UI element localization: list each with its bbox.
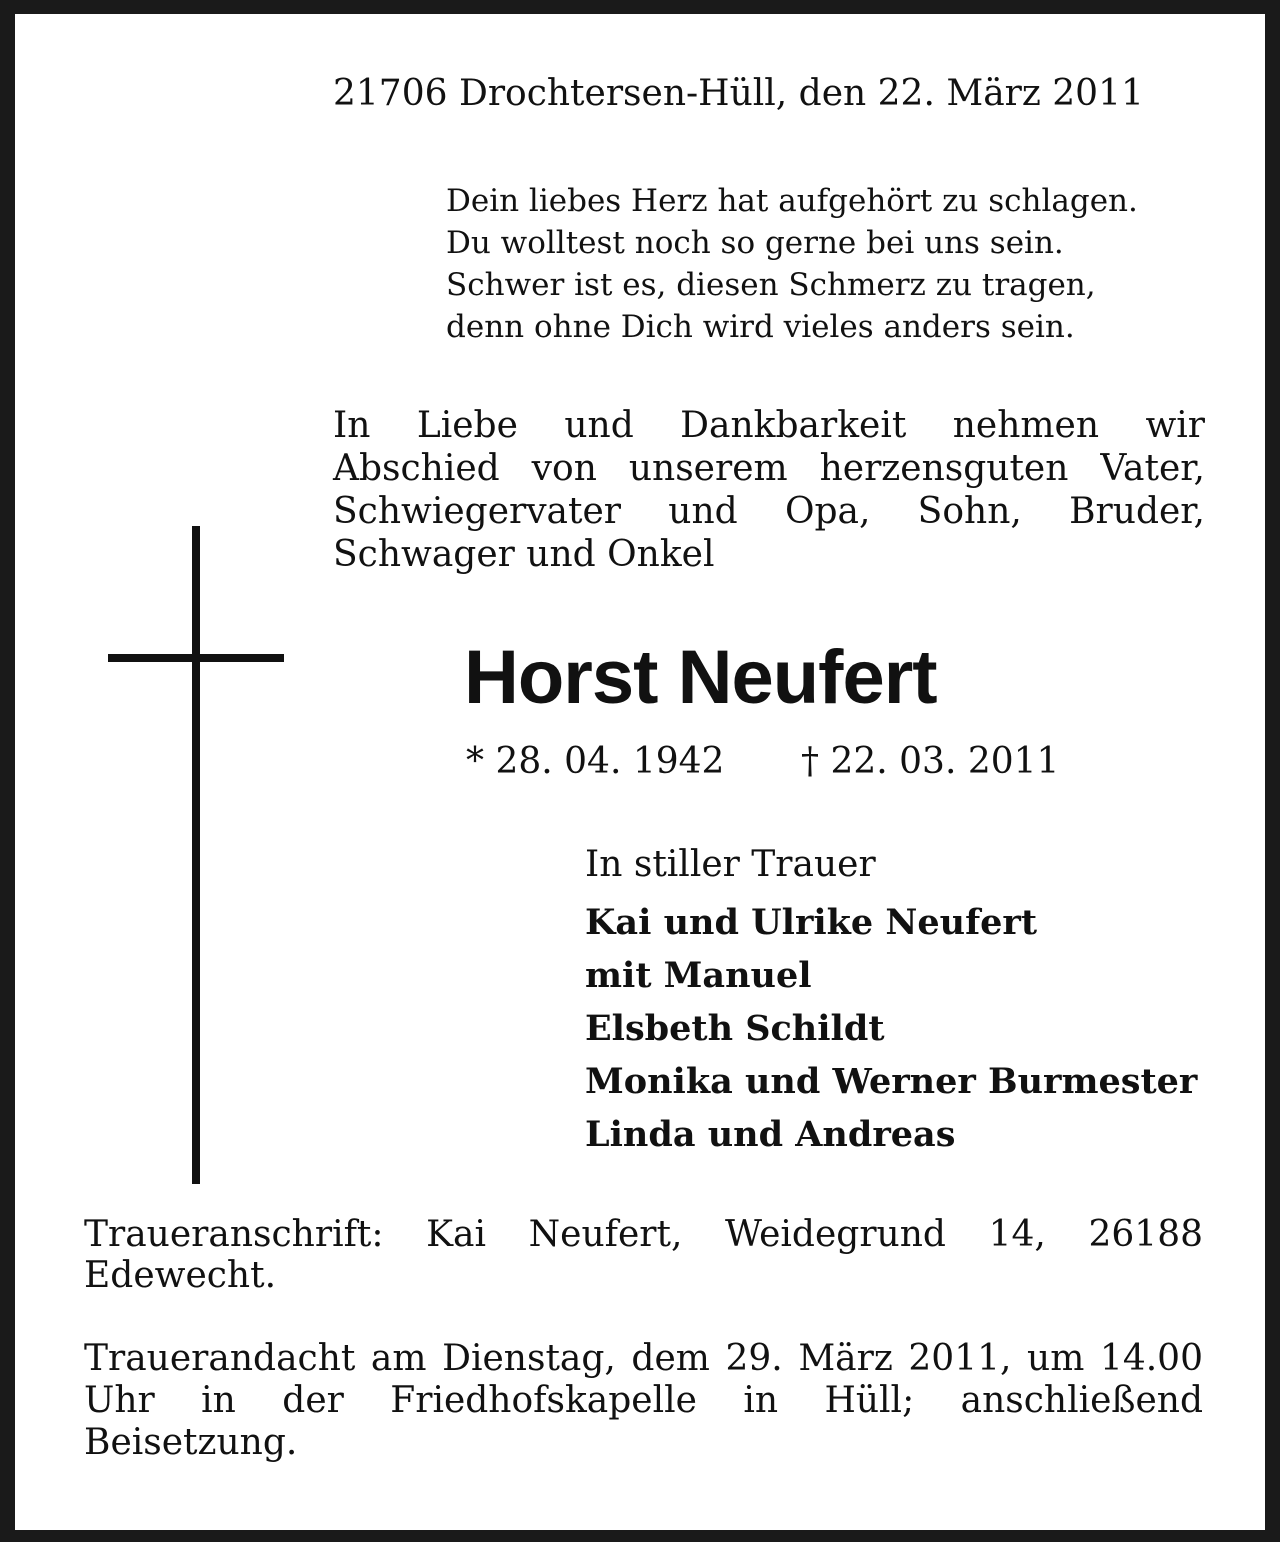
mourner-name: Kai und Ulrike Neufert <box>585 902 1038 943</box>
mourner-name: Elsbeth Schildt <box>585 1008 885 1049</box>
intro-text <box>333 404 1205 576</box>
poem-line: denn ohne Dich wird vieles anders sein. <box>446 309 1075 345</box>
birth-date: * 28. 04. 1942 <box>466 741 725 782</box>
death-date: † 22. 03. 2011 <box>801 741 1060 782</box>
poem-line: Schwer ist es, diesen Schmerz zu tragen, <box>446 267 1096 303</box>
poem-line: Dein liebes Herz hat aufgehört zu schlagen. <box>446 183 1138 219</box>
place-date: 21706 Drochtersen-Hüll, den 22. März 2011 <box>333 73 1144 114</box>
intro-line: Abschied von unserem herzensguten Vater, <box>333 448 1205 489</box>
mourners-list <box>585 896 1197 1161</box>
intro-line: Schwager und Onkel <box>333 534 715 575</box>
intro-line: In Liebe und Dankbarkeit nehmen wir <box>333 405 1205 446</box>
cross-icon <box>108 526 284 1186</box>
mourner-name: mit Manuel <box>585 955 812 996</box>
mourner-name: Monika und Werner Burmester <box>585 1061 1198 1102</box>
mourner-name: Linda und Andreas <box>585 1114 956 1155</box>
service-info: Trauerandacht am Dienstag, dem 29. März 2011, um 14.00 Uhr in der Friedhofskapelle in Hüll; anschließend Beisetzung. <box>84 1338 1203 1463</box>
mourning-address: Traueranschrift: Kai Neufert, Weidegrund 14, 26188 Edewecht. <box>84 1214 1203 1296</box>
intro-line: Schwiegervater und Opa, Sohn, Bruder, <box>333 491 1205 532</box>
poem <box>446 180 1226 348</box>
poem-line: Du wolltest noch so gerne bei uns sein. <box>446 225 1064 261</box>
cross-vertical-bar <box>192 526 200 1184</box>
deceased-name: Horst Neufert <box>464 635 937 720</box>
mourning-label: In stiller Trauer <box>585 844 876 885</box>
cross-horizontal-bar <box>108 654 284 662</box>
